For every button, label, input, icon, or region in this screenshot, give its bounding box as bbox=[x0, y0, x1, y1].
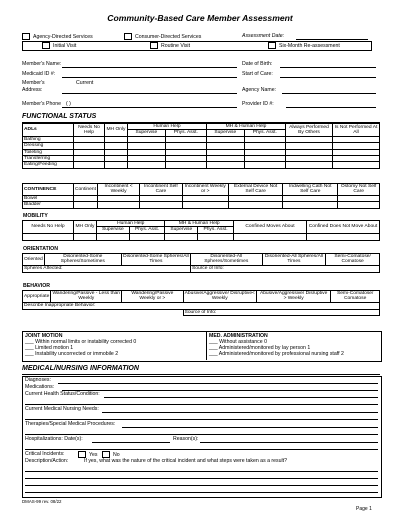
phone-paren: ( ) bbox=[66, 101, 71, 107]
reasons-label: Reason(s): bbox=[173, 436, 199, 442]
mh-human-help-header: MH & Human Help bbox=[206, 124, 285, 130]
adl-bathing: Bathing bbox=[23, 136, 74, 142]
phys-asst-header: Phys. Asst. bbox=[165, 130, 206, 136]
joint-instability-option[interactable]: ___ Instability uncorrected or immobile 2 bbox=[25, 351, 119, 357]
always-performed-header: Always Performed By Others bbox=[286, 124, 333, 137]
abusive-less-option[interactable]: Abusive/Aggressive/ Disruptive< Weekly bbox=[184, 291, 255, 302]
med-admin-title: MED. ADMINISTRATION bbox=[209, 333, 268, 339]
joint-normal-option[interactable]: ___ Within normal limits or instability corrected 0 bbox=[25, 339, 137, 345]
checkbox-icon bbox=[150, 42, 158, 49]
members-label: Member's bbox=[22, 80, 45, 86]
adl-header: ADLs bbox=[23, 124, 74, 137]
mob-confined-moves: Confined Moves About bbox=[234, 221, 307, 234]
therapies-label: Therapies/Special Medical Procedures: bbox=[25, 421, 116, 427]
indwelling-cath-header: Indwelling Cath Not Self Care bbox=[283, 184, 338, 196]
ostomy-header: Ostomy Not Self Care bbox=[338, 184, 380, 196]
disoriented-some-all-option[interactable]: Disoriented-Some Spheres/All Times bbox=[123, 254, 189, 265]
disoriented-some-sometimes-option[interactable]: Disoriented-Some Spheres/Sometimes bbox=[44, 254, 121, 266]
adl-table bbox=[22, 123, 380, 169]
supervise-header: Supervise bbox=[165, 227, 198, 233]
not-performed-header: Is Not Performed At All bbox=[333, 124, 380, 137]
table-row bbox=[23, 162, 380, 168]
member-name-label: Member's Name: bbox=[22, 61, 62, 67]
initial-visit-checkbox[interactable]: Initial Visit bbox=[42, 42, 76, 49]
phys-asst-header: Phys. Asst. bbox=[129, 227, 165, 233]
divider bbox=[206, 331, 207, 360]
oriented-option[interactable]: Oriented bbox=[23, 254, 45, 266]
provider-field[interactable] bbox=[286, 107, 376, 108]
address-label: Address: bbox=[22, 87, 43, 93]
assessment-date-field[interactable] bbox=[296, 39, 368, 40]
mob-human-help: Human Help bbox=[97, 221, 165, 227]
behavior-semi-comatose-option[interactable]: Semi-Comatose/ Comatose bbox=[331, 291, 380, 303]
describe-behavior-label[interactable]: Describe Inappropriate Behavior: bbox=[23, 302, 380, 309]
phys-asst-header: Phys. Asst. bbox=[244, 130, 285, 136]
six-month-checkbox[interactable]: Six-Month Re-assessment bbox=[268, 42, 340, 49]
medicaid-label: Medicaid ID #: bbox=[22, 71, 56, 77]
mobility-table bbox=[22, 220, 380, 241]
nursing-needs-label: Current Medical Nursing Needs: bbox=[25, 406, 99, 412]
mob-confined-not-move: Confined Does Not Move About bbox=[307, 221, 380, 234]
mob-needs-no-help: Needs No Help bbox=[23, 221, 74, 234]
spheres-affected-label[interactable]: Spheres Affected: bbox=[23, 265, 191, 272]
incontinent-weekly-more-header: Incontinent Weekly or > bbox=[182, 184, 228, 196]
agency-name-label: Agency Name: bbox=[242, 87, 277, 93]
mobility-title: MOBILITY bbox=[23, 213, 48, 219]
needs-no-help-header: Needs No Help bbox=[74, 124, 105, 137]
abusive-more-option[interactable]: Abusive/Aggressive/ Disruptive > Weekly bbox=[257, 291, 331, 303]
external-device-header: External Device Not Self Care bbox=[228, 184, 282, 196]
wandering-weekly-option[interactable]: Wandering/Passive Weekly or > bbox=[122, 291, 183, 303]
form-title: Community-Based Care Member Assessment bbox=[107, 13, 293, 23]
divider bbox=[22, 374, 380, 375]
adl-eating: Eating/Feeding bbox=[23, 162, 74, 168]
routine-visit-checkbox[interactable]: Routine Visit bbox=[150, 42, 190, 49]
medicaid-field[interactable] bbox=[62, 77, 237, 78]
member-name-field[interactable] bbox=[62, 67, 237, 68]
orientation-title: ORIENTATION bbox=[23, 246, 58, 252]
med-lay-option[interactable]: ___ Administered/monitored by lay person 1 bbox=[209, 345, 311, 351]
continence-header: CONTINENCE bbox=[23, 184, 74, 196]
continence-table bbox=[22, 183, 380, 209]
dob-field[interactable] bbox=[280, 67, 376, 68]
mob-mh-human-help: MH & Human Help bbox=[165, 221, 234, 227]
bowel-row-label: Bowel bbox=[23, 195, 74, 201]
supervise-header: Supervise bbox=[206, 130, 244, 136]
disoriented-all-sometimes-option[interactable]: Disoriented-All Spheres/Sometimes bbox=[190, 254, 262, 266]
orientation-source-label[interactable]: Source of Info: bbox=[190, 265, 379, 272]
diagnoses-label: Diagnoses: bbox=[25, 377, 51, 383]
critical-question: If yes, what was the nature of the critical incident and what steps were taken as a result? bbox=[84, 458, 287, 464]
table-row bbox=[23, 233, 380, 240]
appropriate-option[interactable]: Appropriate bbox=[23, 291, 51, 303]
disoriented-all-all-option[interactable]: Disoriented-All Spheres/All Times bbox=[262, 254, 326, 266]
behavior-title: BEHAVIOR bbox=[23, 283, 50, 289]
mh-only-header: MH Only bbox=[105, 124, 128, 137]
med-professional-option[interactable]: ___ Administered/monitored by professional nursing staff 2 bbox=[209, 351, 344, 357]
provider-label: Provider ID #: bbox=[242, 101, 274, 107]
med-without-option[interactable]: ___ Without assistance 0 bbox=[209, 339, 267, 345]
continent-header: Continent bbox=[74, 184, 98, 196]
behavior-table bbox=[22, 290, 380, 316]
critical-yes-checkbox[interactable]: Yes bbox=[78, 451, 97, 458]
joint-limited-option[interactable]: ___ Limited motion 1 bbox=[25, 345, 74, 351]
checkbox-icon bbox=[22, 33, 30, 40]
phone-label: Member's Phone bbox=[22, 101, 62, 107]
functional-status-title: FUNCTIONAL STATUS bbox=[22, 113, 97, 120]
page-number: Page 1 bbox=[356, 506, 372, 512]
phys-asst-header: Phys. Asst. bbox=[198, 227, 234, 233]
critical-incidents-label: Critical Incidents: bbox=[25, 451, 65, 457]
phone-field[interactable] bbox=[62, 107, 237, 108]
supervise-header: Supervise bbox=[128, 130, 166, 136]
human-help-header: Human Help bbox=[128, 124, 207, 130]
semi-comatose-option[interactable]: Semi-Comatose/ Comatose bbox=[326, 254, 380, 266]
form-number: DMAS-99 rev. 08/22 bbox=[22, 499, 62, 504]
incontinent-self-care-header: Incontinent Self Care bbox=[140, 184, 182, 196]
assessment-date-label: Assessment Date: bbox=[242, 33, 285, 39]
medications-label: Medications: bbox=[25, 384, 55, 390]
medical-nursing-title: MEDICAL/NURSING INFORMATION bbox=[22, 365, 139, 372]
supervise-header: Supervise bbox=[97, 227, 130, 233]
table-row bbox=[23, 202, 380, 208]
incontinent-weekly-header: Incontinent < Weekly bbox=[97, 184, 139, 196]
checkbox-icon bbox=[124, 33, 132, 40]
checkbox-icon bbox=[268, 42, 276, 49]
description-label: Description/Action: bbox=[25, 458, 69, 464]
consumer-directed-checkbox[interactable]: Consumer-Directed Services bbox=[124, 33, 201, 40]
orientation-table bbox=[22, 253, 380, 273]
medical-box bbox=[22, 376, 382, 498]
health-status-label: Current Health Status/Condition: bbox=[25, 391, 100, 397]
hospitalizations-label: Hospitalizations: Date(s): bbox=[25, 436, 83, 442]
adl-dressing: Dressing bbox=[23, 143, 74, 149]
current-label: Current bbox=[76, 80, 94, 86]
start-care-field[interactable] bbox=[280, 77, 376, 78]
agency-name-field[interactable] bbox=[282, 93, 376, 94]
joint-motion-title: JOINT MOTION bbox=[25, 333, 63, 339]
start-care-label: Start of Care: bbox=[242, 71, 273, 77]
mob-mh-only: MH Only bbox=[74, 221, 97, 234]
bladder-row-label: Bladder bbox=[23, 202, 74, 208]
behavior-source-label[interactable]: Source of Info: bbox=[183, 309, 379, 315]
address-field[interactable] bbox=[62, 93, 237, 94]
wandering-less-option[interactable]: Wandering/Passive - Less than Weekly bbox=[52, 291, 120, 302]
critical-no-checkbox[interactable]: No bbox=[102, 451, 120, 458]
checkbox-icon bbox=[42, 42, 50, 49]
adl-transferring: Transferring bbox=[23, 156, 74, 162]
agency-directed-checkbox[interactable]: Agency-Directed Services bbox=[22, 33, 93, 40]
adl-toileting: Toileting bbox=[23, 149, 74, 155]
dob-label: Date of Birth: bbox=[242, 61, 273, 67]
motion-med-box bbox=[22, 331, 382, 362]
